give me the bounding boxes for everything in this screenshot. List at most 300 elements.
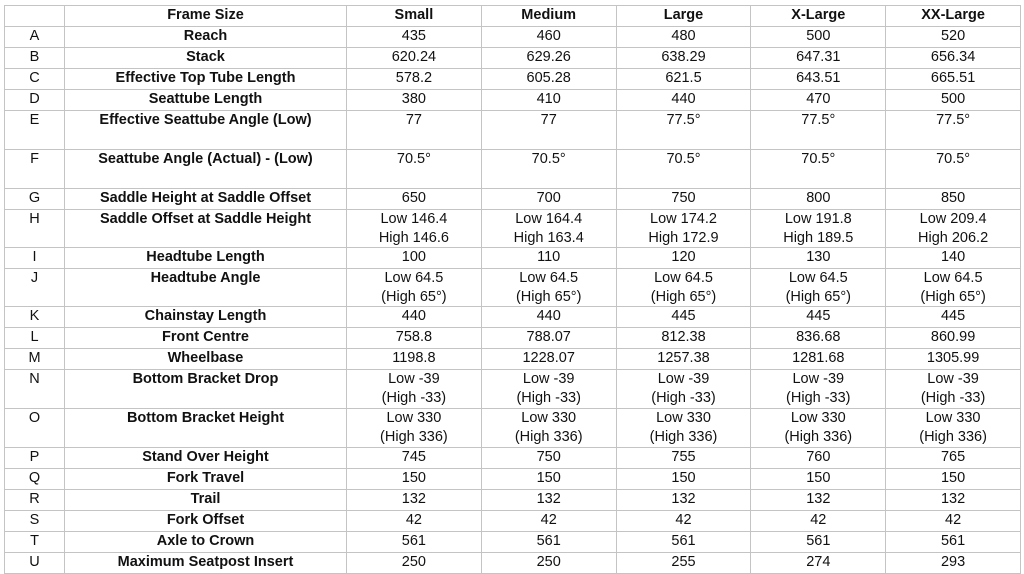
value-line: Low 330 <box>790 410 846 427</box>
size-value-cell <box>751 370 886 409</box>
measurement-name: Saddle Offset at Saddle Height <box>65 210 347 248</box>
size-value-cell <box>886 111 1021 150</box>
size-value-cell <box>886 150 1021 189</box>
measurement-name: Seattube Angle (Actual) - (Low) <box>65 150 347 189</box>
value-line: Low 146.4 <box>380 211 448 227</box>
table-row <box>5 409 1021 448</box>
value-line: 500 <box>940 91 966 107</box>
table-row <box>5 469 1021 490</box>
size-value-cell <box>481 27 616 48</box>
value-line: 445 <box>806 308 831 325</box>
value-line: 1198.8 <box>392 350 436 367</box>
value-line: 1257.38 <box>657 350 710 367</box>
size-value-cell <box>347 448 482 469</box>
row-letter: I <box>5 248 65 269</box>
value-line: 850 <box>940 190 966 206</box>
value-line: 745 <box>401 449 426 466</box>
size-value-cell <box>347 553 482 574</box>
value-line: 620.24 <box>391 49 437 65</box>
value-line: (High 336) <box>380 428 448 445</box>
value-line: 100 <box>401 249 426 266</box>
value-line: Low 64.5 <box>519 270 579 287</box>
size-value-cell <box>347 469 482 490</box>
value-line: 561 <box>806 533 831 550</box>
value-line: 255 <box>671 554 696 571</box>
size-value-cell <box>751 532 886 553</box>
value-line: 70.5° <box>801 151 836 167</box>
value-line: 1305.99 <box>926 350 980 367</box>
value-line: (High -33) <box>516 389 581 406</box>
size-value-cell <box>886 349 1021 370</box>
size-value-cell <box>751 150 886 189</box>
size-value-cell <box>886 448 1021 469</box>
size-value-cell <box>751 349 886 370</box>
header-frame-size: Frame Size <box>65 6 347 27</box>
size-value-cell <box>347 370 482 409</box>
value-line: 440 <box>671 91 696 107</box>
size-value-cell <box>347 111 482 150</box>
size-value-cell <box>616 210 751 248</box>
size-value-cell <box>347 511 482 532</box>
value-line: 500 <box>806 28 831 44</box>
measurement-name: Maximum Seatpost Insert <box>65 553 347 574</box>
value-line: 42 <box>405 512 422 529</box>
size-value-cell <box>751 448 886 469</box>
size-value-cell <box>347 409 482 448</box>
measurement-name: Effective Top Tube Length <box>65 69 347 90</box>
value-line: 647.31 <box>796 49 841 65</box>
measurement-name: Bottom Bracket Drop <box>65 370 347 409</box>
row-letter: A <box>5 27 65 48</box>
measurement-name: Headtube Angle <box>65 269 347 307</box>
table-row <box>5 511 1021 532</box>
header-size-x-large: X-Large <box>751 6 886 27</box>
size-value-cell <box>751 553 886 574</box>
size-value-cell <box>347 328 482 349</box>
size-value-cell <box>616 269 751 307</box>
size-value-cell <box>616 307 751 328</box>
size-value-cell <box>886 553 1021 574</box>
size-value-cell <box>481 150 616 189</box>
size-value-cell <box>751 69 886 90</box>
value-line: 42 <box>540 512 557 529</box>
row-letter: O <box>5 409 65 448</box>
size-value-cell <box>481 69 616 90</box>
size-value-cell <box>616 490 751 511</box>
table-row <box>5 150 1021 189</box>
value-line: 758.8 <box>395 329 433 346</box>
measurement-name: Headtube Length <box>65 248 347 269</box>
value-line: 77 <box>405 112 422 128</box>
value-line: 561 <box>401 533 426 550</box>
size-value-cell <box>616 349 751 370</box>
measurement-name: Axle to Crown <box>65 532 347 553</box>
size-value-cell <box>616 328 751 349</box>
row-letter: F <box>5 150 65 189</box>
value-line: (High -33) <box>381 389 447 406</box>
size-value-cell <box>481 469 616 490</box>
size-value-cell <box>751 111 886 150</box>
geometry-table <box>4 5 1021 574</box>
value-line: 120 <box>671 249 696 266</box>
size-value-cell <box>481 370 616 409</box>
value-line: 755 <box>671 449 696 466</box>
size-value-cell <box>886 189 1021 210</box>
value-line: 70.5° <box>531 151 566 167</box>
size-value-cell <box>347 90 482 111</box>
table-row <box>5 90 1021 111</box>
size-value-cell <box>886 210 1021 248</box>
value-line: 132 <box>401 491 426 508</box>
value-line: (High 65°) <box>920 288 986 305</box>
value-line: (High -33) <box>786 389 851 406</box>
table-row <box>5 553 1021 574</box>
value-line: 621.5 <box>665 70 702 86</box>
row-letter: B <box>5 48 65 69</box>
size-value-cell <box>481 409 616 448</box>
value-line: 42 <box>675 512 692 529</box>
value-line: 561 <box>536 533 561 550</box>
value-line: Low 191.8 <box>784 211 852 227</box>
table-body <box>5 27 1021 574</box>
size-value-cell <box>347 248 482 269</box>
row-letter: M <box>5 349 65 370</box>
value-line: Low -39 <box>792 371 845 388</box>
value-line: Low -39 <box>388 371 440 388</box>
value-line: 42 <box>945 512 962 529</box>
value-line: Low 64.5 <box>788 270 848 287</box>
value-line: 130 <box>806 249 831 266</box>
value-line: 140 <box>940 249 966 266</box>
size-value-cell <box>751 511 886 532</box>
size-value-cell <box>886 248 1021 269</box>
table-row <box>5 189 1021 210</box>
value-line: 150 <box>536 470 561 487</box>
size-value-cell <box>616 532 751 553</box>
value-line: 150 <box>806 470 831 487</box>
value-line: 480 <box>671 28 696 44</box>
table-row <box>5 490 1021 511</box>
size-value-cell <box>347 189 482 210</box>
size-value-cell <box>751 90 886 111</box>
table-row <box>5 69 1021 90</box>
row-letter: J <box>5 269 65 307</box>
row-letter: L <box>5 328 65 349</box>
value-line: Low -39 <box>657 371 710 388</box>
size-value-cell <box>347 48 482 69</box>
table-row <box>5 269 1021 307</box>
header-size-small: Small <box>347 6 482 27</box>
size-value-cell <box>616 511 751 532</box>
value-line: 70.5° <box>396 151 431 167</box>
value-line: 150 <box>940 470 966 487</box>
size-value-cell <box>481 511 616 532</box>
size-value-cell <box>616 48 751 69</box>
value-line: 665.51 <box>930 70 976 86</box>
size-value-cell <box>886 48 1021 69</box>
size-value-cell <box>751 469 886 490</box>
size-value-cell <box>751 189 886 210</box>
measurement-name: Trail <box>65 490 347 511</box>
size-value-cell <box>347 490 482 511</box>
value-line: 440 <box>401 308 426 325</box>
size-value-cell <box>347 349 482 370</box>
value-line: Low 330 <box>656 410 711 427</box>
value-line: 380 <box>401 91 426 107</box>
value-line: 760 <box>806 449 831 466</box>
row-letter: D <box>5 90 65 111</box>
value-line: 561 <box>940 533 966 550</box>
size-value-cell <box>616 27 751 48</box>
size-value-cell <box>886 490 1021 511</box>
value-line: (High 336) <box>649 428 718 445</box>
table-row <box>5 448 1021 469</box>
value-line: 77.5° <box>666 112 701 128</box>
value-line: (High 65°) <box>785 288 851 305</box>
header-row <box>5 6 1021 27</box>
size-value-cell <box>886 511 1021 532</box>
value-line: 132 <box>536 491 561 508</box>
size-value-cell <box>481 269 616 307</box>
value-line: 250 <box>401 554 426 571</box>
size-value-cell <box>481 349 616 370</box>
value-line: 860.99 <box>930 329 976 346</box>
value-line: 750 <box>536 449 561 466</box>
size-value-cell <box>886 532 1021 553</box>
value-line: 470 <box>806 91 831 107</box>
size-value-cell <box>751 27 886 48</box>
value-line: 812.38 <box>661 329 706 346</box>
size-value-cell <box>751 307 886 328</box>
size-value-cell <box>616 248 751 269</box>
value-line: 520 <box>940 28 966 44</box>
value-line: Low 330 <box>521 410 577 427</box>
size-value-cell <box>481 553 616 574</box>
value-line: High 163.4 <box>513 229 584 246</box>
measurement-name: Fork Travel <box>65 469 347 490</box>
value-line: 788.07 <box>526 329 571 346</box>
value-line: (High -33) <box>920 389 986 406</box>
size-value-cell <box>481 532 616 553</box>
value-line: High 172.9 <box>648 229 719 246</box>
value-line: 750 <box>671 190 696 206</box>
value-line: (High 336) <box>919 428 987 445</box>
value-line: 77.5° <box>801 112 836 128</box>
size-value-cell <box>886 409 1021 448</box>
row-letter: N <box>5 370 65 409</box>
value-line: 77.5° <box>936 112 971 128</box>
row-letter: E <box>5 111 65 150</box>
value-line: Low 64.5 <box>654 270 713 287</box>
size-value-cell <box>481 111 616 150</box>
value-line: 132 <box>806 491 831 508</box>
value-line: Low 64.5 <box>384 270 444 287</box>
measurement-name: Seattube Length <box>65 90 347 111</box>
size-value-cell <box>616 69 751 90</box>
size-value-cell <box>481 307 616 328</box>
size-value-cell <box>886 370 1021 409</box>
size-value-cell <box>481 210 616 248</box>
value-line: Low -39 <box>522 371 575 388</box>
value-line: 77 <box>540 112 557 128</box>
size-value-cell <box>481 48 616 69</box>
value-line: 836.68 <box>796 329 841 346</box>
size-value-cell <box>886 269 1021 307</box>
size-value-cell <box>481 328 616 349</box>
value-line: 110 <box>537 249 561 266</box>
value-line: 70.5° <box>666 151 701 167</box>
row-letter: H <box>5 210 65 248</box>
size-value-cell <box>751 210 886 248</box>
measurement-name: Stack <box>65 48 347 69</box>
value-line: Low 209.4 <box>919 211 987 227</box>
value-line: (High 336) <box>784 428 853 445</box>
value-line: Low 174.2 <box>650 211 717 227</box>
size-value-cell <box>347 150 482 189</box>
value-line: 460 <box>536 28 561 44</box>
header-size-large: Large <box>616 6 751 27</box>
table-row <box>5 27 1021 48</box>
row-letter: K <box>5 307 65 328</box>
size-value-cell <box>347 27 482 48</box>
header-blank-cell <box>5 6 65 27</box>
value-line: 274 <box>806 554 831 571</box>
value-line: 293 <box>940 554 966 571</box>
size-value-cell <box>347 307 482 328</box>
table-row <box>5 111 1021 150</box>
value-line: 132 <box>940 491 966 508</box>
value-line: Low 330 <box>925 410 981 427</box>
size-value-cell <box>886 69 1021 90</box>
value-line: 1228.07 <box>522 350 575 367</box>
size-value-cell <box>347 269 482 307</box>
size-value-cell <box>481 490 616 511</box>
table-row <box>5 370 1021 409</box>
value-line: 150 <box>671 470 696 487</box>
value-line: 42 <box>810 512 827 529</box>
row-letter: G <box>5 189 65 210</box>
value-line: Low 164.4 <box>515 211 583 227</box>
size-value-cell <box>886 27 1021 48</box>
value-line: Low 330 <box>386 410 442 427</box>
value-line: High 146.6 <box>378 229 449 246</box>
measurement-name: Fork Offset <box>65 511 347 532</box>
measurement-name: Effective Seattube Angle (Low) <box>65 111 347 150</box>
value-line: 638.29 <box>661 49 706 65</box>
size-value-cell <box>347 532 482 553</box>
size-value-cell <box>616 448 751 469</box>
size-value-cell <box>481 90 616 111</box>
size-value-cell <box>616 469 751 490</box>
value-line: 578.2 <box>395 70 433 86</box>
size-value-cell <box>616 553 751 574</box>
header-size-medium: Medium <box>481 6 616 27</box>
value-line: Low 64.5 <box>923 270 983 287</box>
table-row <box>5 328 1021 349</box>
value-line: (High 65°) <box>381 288 447 305</box>
value-line: 643.51 <box>796 70 841 86</box>
value-line: 800 <box>806 190 831 206</box>
measurement-name: Chainstay Length <box>65 307 347 328</box>
size-value-cell <box>886 90 1021 111</box>
value-line: 656.34 <box>930 49 976 65</box>
value-line: 700 <box>536 190 561 206</box>
header-size-xx-large: XX-Large <box>886 6 1021 27</box>
geometry-sheet <box>4 5 1020 571</box>
measurement-name: Front Centre <box>65 328 347 349</box>
size-value-cell <box>751 409 886 448</box>
table-row <box>5 307 1021 328</box>
value-line: 250 <box>536 554 561 571</box>
size-value-cell <box>751 269 886 307</box>
measurement-name: Wheelbase <box>65 349 347 370</box>
value-line: 445 <box>940 308 966 325</box>
size-value-cell <box>616 90 751 111</box>
size-value-cell <box>616 111 751 150</box>
value-line: 70.5° <box>936 151 971 167</box>
row-letter: R <box>5 490 65 511</box>
size-value-cell <box>616 409 751 448</box>
measurement-name: Stand Over Height <box>65 448 347 469</box>
size-value-cell <box>886 307 1021 328</box>
row-letter: Q <box>5 469 65 490</box>
value-line: 150 <box>401 470 426 487</box>
size-value-cell <box>751 248 886 269</box>
row-letter: U <box>5 553 65 574</box>
value-line: High 206.2 <box>918 229 989 246</box>
table-row <box>5 210 1021 248</box>
measurement-name: Bottom Bracket Height <box>65 409 347 448</box>
value-line: 435 <box>401 28 426 44</box>
size-value-cell <box>886 469 1021 490</box>
size-value-cell <box>751 490 886 511</box>
row-letter: C <box>5 69 65 90</box>
size-value-cell <box>481 248 616 269</box>
size-value-cell <box>616 150 751 189</box>
size-value-cell <box>616 189 751 210</box>
size-value-cell <box>751 328 886 349</box>
value-line: 1281.68 <box>792 350 845 367</box>
size-value-cell <box>751 48 886 69</box>
table-row <box>5 48 1021 69</box>
size-value-cell <box>616 370 751 409</box>
value-line: 765 <box>940 449 966 466</box>
size-value-cell <box>481 448 616 469</box>
value-line: 445 <box>671 308 696 325</box>
value-line: 561 <box>671 533 696 550</box>
table-row <box>5 532 1021 553</box>
measurement-name: Reach <box>65 27 347 48</box>
size-value-cell <box>481 189 616 210</box>
table-row <box>5 248 1021 269</box>
value-line: (High 336) <box>514 428 583 445</box>
value-line: High 189.5 <box>783 229 854 246</box>
size-value-cell <box>347 69 482 90</box>
value-line: (High 65°) <box>515 288 582 305</box>
size-value-cell <box>886 328 1021 349</box>
measurement-name: Saddle Height at Saddle Offset <box>65 189 347 210</box>
value-line: Low -39 <box>927 371 979 388</box>
row-letter: P <box>5 448 65 469</box>
value-line: 629.26 <box>526 49 571 65</box>
value-line: 605.28 <box>526 70 571 86</box>
size-value-cell <box>347 210 482 248</box>
value-line: 132 <box>671 491 696 508</box>
row-letter: S <box>5 511 65 532</box>
value-line: 440 <box>536 308 561 325</box>
value-line: (High -33) <box>651 389 716 406</box>
value-line: 650 <box>401 190 426 206</box>
